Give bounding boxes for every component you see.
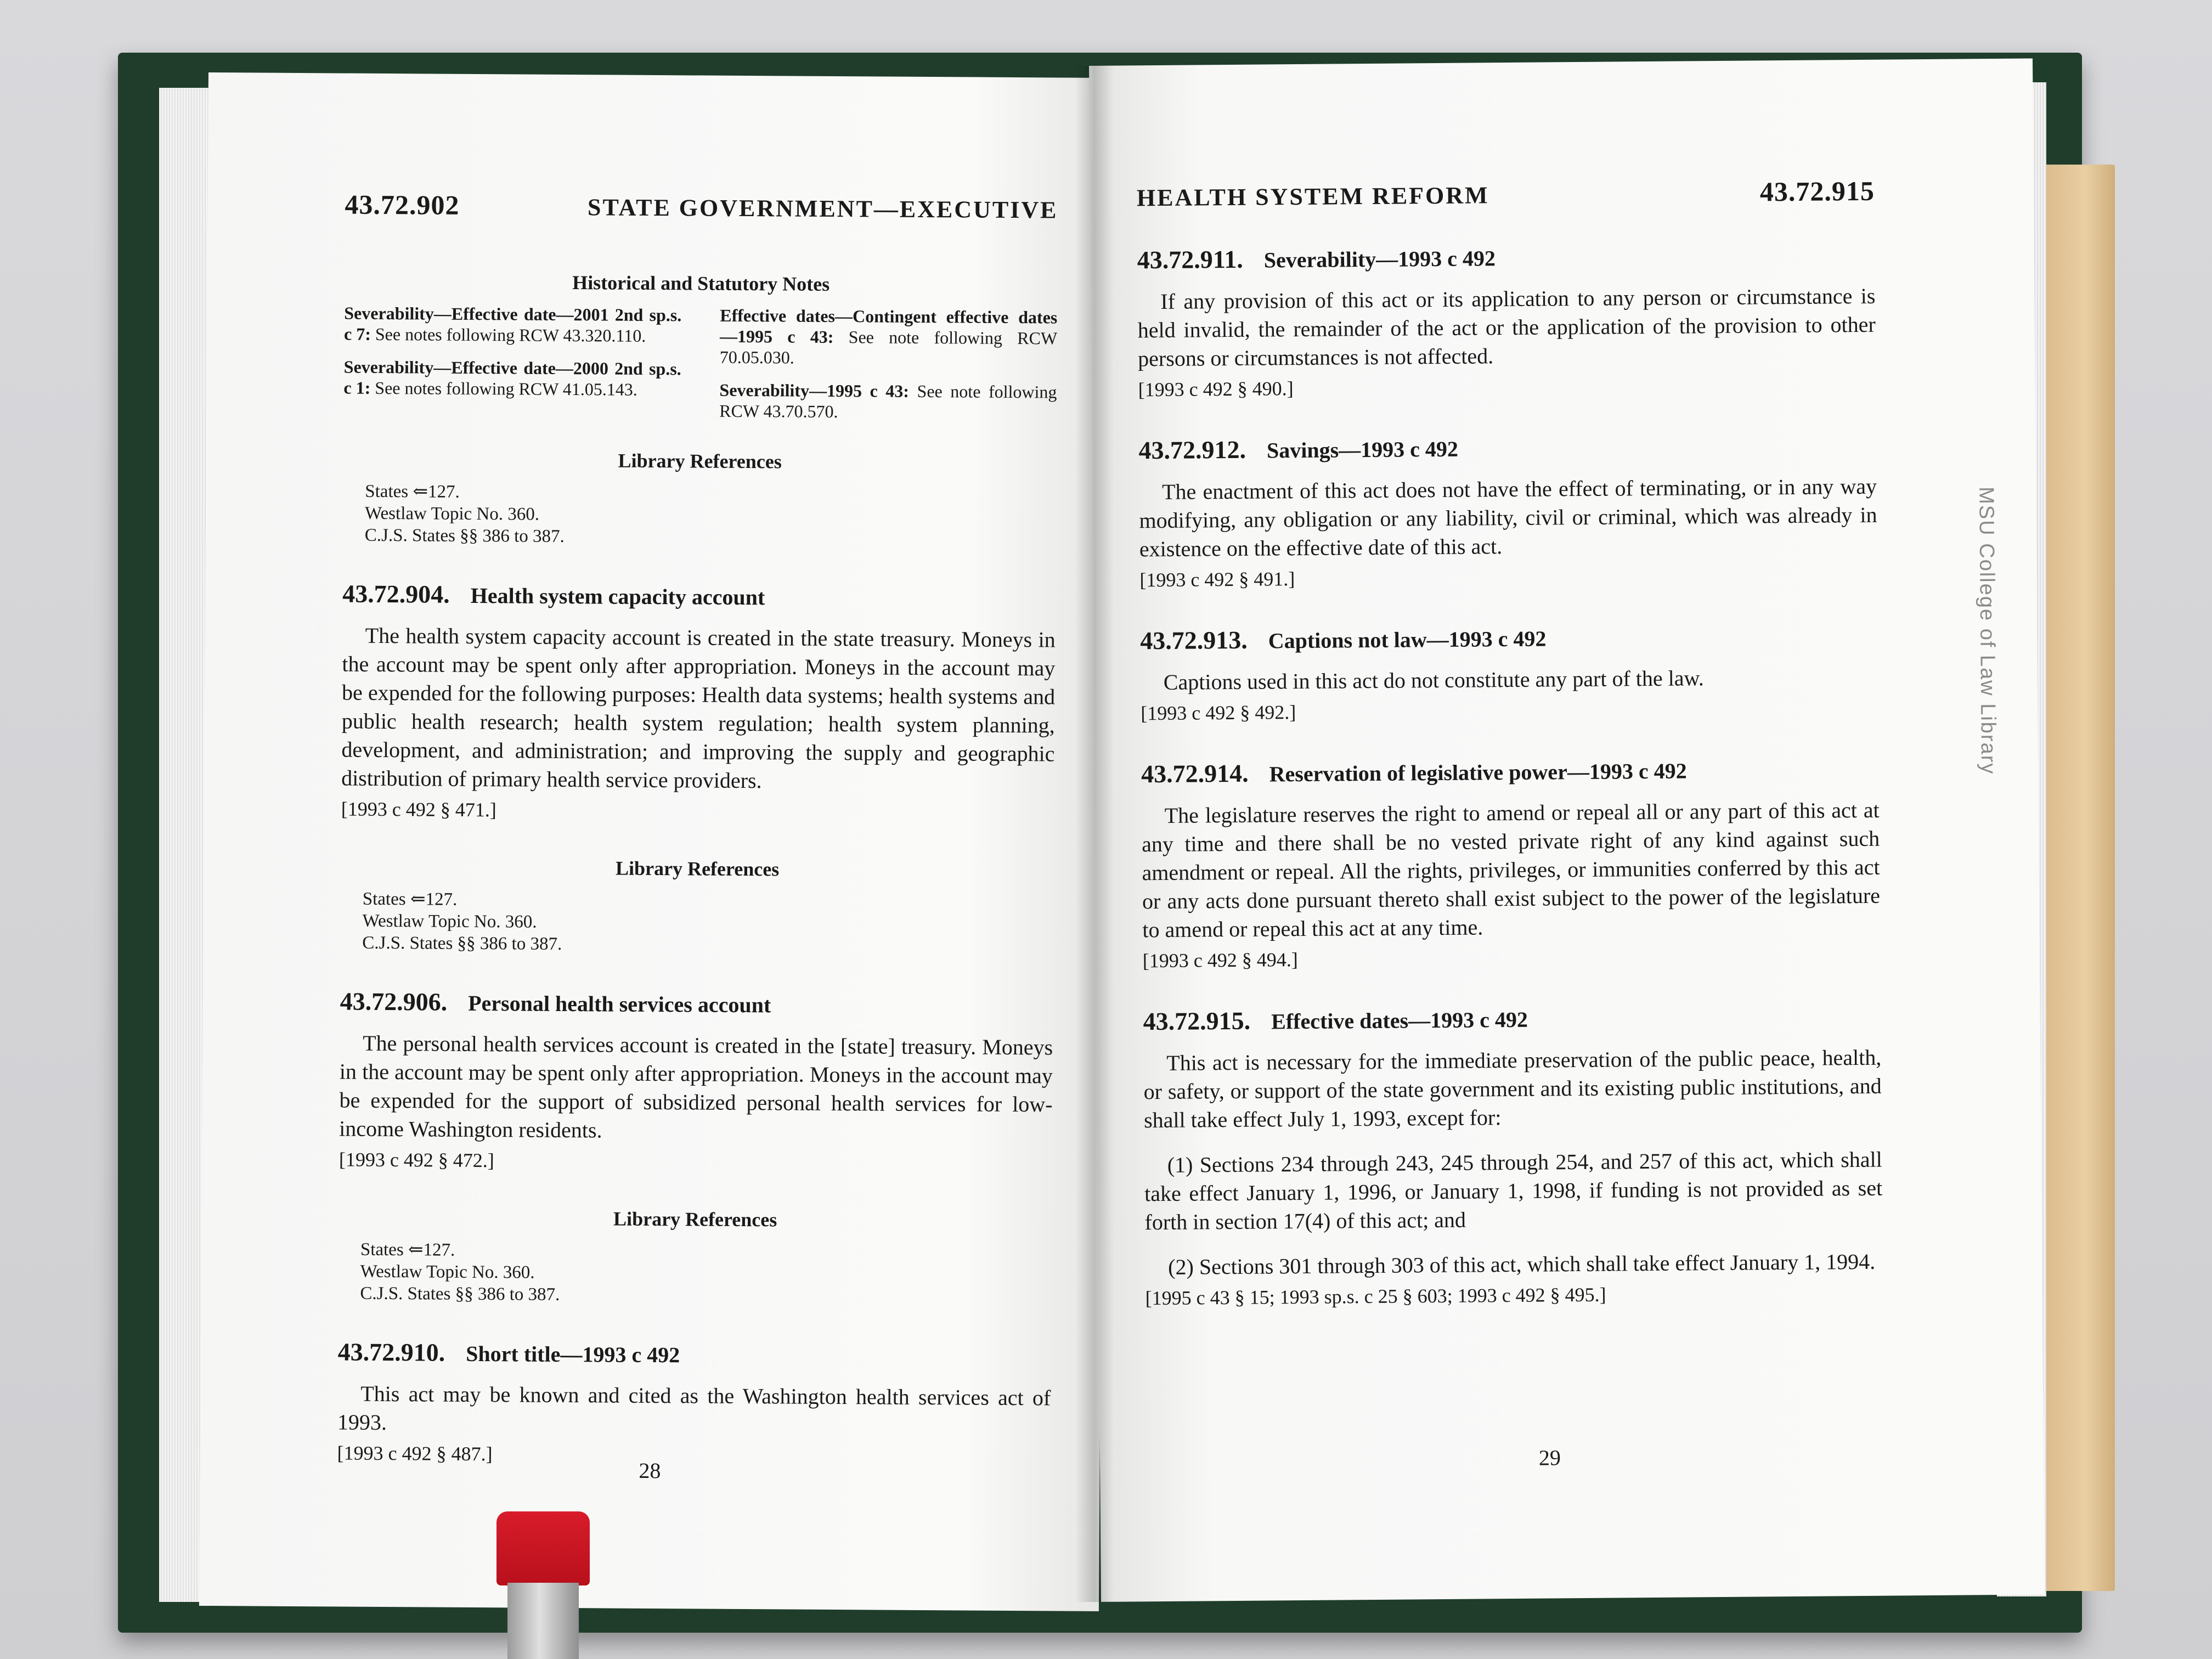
- note-item: [343, 357, 681, 400]
- library-stamp-text: MSU College of Law Library: [1974, 487, 2000, 775]
- section-heading-915: [1143, 1001, 1881, 1036]
- right-running-head-title: HEALTH SYSTEM REFORM: [1136, 182, 1489, 212]
- section-heading-904: [342, 579, 1056, 613]
- note-text: See notes following RCW 41.05.143.: [375, 377, 637, 399]
- section-title: Short title—1993 c 492: [466, 1341, 680, 1368]
- section-title: Captions not law—1993 c 492: [1268, 626, 1547, 653]
- notes-column-2: [719, 305, 1057, 436]
- note-item: [344, 303, 681, 347]
- library-references: [362, 888, 1054, 958]
- section-citation-913: [1993 c 492 § 492.]: [1141, 701, 1296, 725]
- library-ref-line: C.J.S. States §§ 386 to 387.: [360, 1283, 560, 1305]
- page-number-right: 29: [1538, 1445, 1561, 1470]
- section-heading-913: [1140, 620, 1878, 656]
- left-running-head-title: STATE GOVERNMENT—EXECUTIVE: [587, 194, 1058, 224]
- right-running-head: [1137, 175, 1875, 213]
- left-page: [199, 72, 1108, 1611]
- section-body-911: If any provision of this act or its application to any person or circumstance is held invalid, the remainder of the act or the application of the provision to other persons or circumstances is not affected.: [1137, 283, 1876, 371]
- library-references: [365, 481, 1057, 551]
- section-body-904: The health system capacity account is created in the state treasury. Moneys in the account may be spent only after appropriation. Moneys in the account may be expended for the following purposes: Health data systems; health systems and public health research; health system regulation; health system planning, development, and administration; and improving the supply and geographic distribution of primary health service providers.: [341, 623, 1056, 793]
- note-item: [720, 305, 1058, 370]
- note-lead: Effective dates—Contingent effective dates—1995 c 43:: [719, 305, 1058, 347]
- section-number: 43.72.911.: [1137, 245, 1243, 274]
- book-clip: [496, 1511, 590, 1659]
- clip-metal-body: [507, 1583, 579, 1659]
- note-lead: Severability—Effective date—2001 2nd sp.s. c 7:: [343, 303, 682, 344]
- library-ref-line: States ⇐127.: [365, 481, 460, 502]
- section-heading-910: [338, 1337, 1051, 1370]
- library-references-heading: Library References: [613, 1207, 777, 1231]
- section-citation-906: [1993 c 492 § 472.]: [338, 1148, 494, 1172]
- section-number: 43.72.913.: [1140, 625, 1248, 655]
- book-page-edge: [2041, 165, 2115, 1591]
- section-title: Health system capacity account: [470, 583, 765, 610]
- section-body-906: The personal health services account is created in the [state] treasury. Moneys in the account may be spent only after appropriation. Moneys in the account may be expended for the support of subsidized personal health services for low-income Washington residents.: [339, 1030, 1053, 1143]
- right-page-content: [1137, 175, 1883, 1312]
- library-ref-line: Westlaw Topic No. 360.: [364, 503, 540, 524]
- library-references-heading: Library References: [615, 857, 780, 881]
- left-running-head: [345, 189, 1058, 225]
- page-number-left: 28: [639, 1458, 661, 1483]
- section-citation-914: [1993 c 492 § 494.]: [1142, 949, 1298, 972]
- section-citation-904: [1993 c 492 § 471.]: [341, 798, 496, 821]
- historical-notes: [343, 303, 1057, 436]
- library-ref-line: States ⇐127.: [362, 889, 458, 910]
- clip-red-tip: [496, 1511, 590, 1585]
- note-text: See note following RCW 70.05.030.: [719, 327, 1058, 368]
- section-number: 43.72.910.: [337, 1338, 445, 1367]
- section-heading-914: [1141, 754, 1879, 789]
- section-title: Reservation of legislative power—1993 c 492: [1269, 758, 1687, 787]
- section-citation-912: [1993 c 492 § 491.]: [1139, 568, 1295, 591]
- section-number: 43.72.915.: [1143, 1006, 1251, 1036]
- section-title: Savings—1993 c 492: [1266, 436, 1459, 463]
- section-body-913: Captions used in this act do not constitute any part of the law.: [1163, 665, 1704, 695]
- section-number: 43.72.912.: [1138, 435, 1246, 465]
- left-running-head-number: 43.72.902: [345, 189, 460, 221]
- library-ref-line: States ⇐127.: [360, 1239, 455, 1260]
- library-ref-line: C.J.S. States §§ 386 to 387.: [364, 525, 565, 546]
- section-body-912: The enactment of this act does not have the effect of terminating, or in any way modifying, any obligation or any liability, civil or criminal, which was already in existence on the effective date of this act.: [1139, 473, 1877, 562]
- section-citation-915: [1995 c 43 § 15; 1993 sp.s. c 25 § 603; 1993 c 492 § 495.]: [1145, 1283, 1606, 1310]
- section-heading-911: [1137, 240, 1875, 275]
- note-lead: Severability—1995 c 43:: [719, 380, 910, 401]
- left-page-content: [337, 189, 1058, 1471]
- section-number: 43.72.904.: [342, 579, 450, 608]
- section-item-2: (2) Sections 301 through 303 of this act, which shall take effect January 1, 1994.: [1168, 1249, 1876, 1279]
- section-title: Effective dates—1993 c 492: [1271, 1007, 1528, 1034]
- library-references: [360, 1239, 1052, 1309]
- section-number: 43.72.914.: [1141, 759, 1249, 788]
- section-body-914: The legislature reserves the right to amend or repeal all or any part of this act at any time and there shall be no vested private right of any kind against such amendment or repeal. All the rights, privileges, or immunities conferred by this act or any acts done pursuant thereto shall exist subject to the power of the legislature to amend or repeal this act at any time.: [1141, 797, 1881, 943]
- section-heading-906: [340, 986, 1053, 1020]
- section-title: Severability—1993 c 492: [1263, 246, 1496, 273]
- note-item: [719, 380, 1057, 424]
- section-item-1: (1) Sections 234 through 243, 245 through 254, and 257 of this act, which shall take effect January 1, 1996, or January 1, 1998, if funding is not provided as set forth in section 17(4) of this act; and: [1144, 1147, 1883, 1235]
- section-body-910: This act may be known and cited as the Washington health services act of 1993.: [337, 1381, 1051, 1435]
- note-text: See notes following RCW 43.320.110.: [375, 324, 646, 346]
- library-ref-line: C.J.S. States §§ 386 to 387.: [362, 933, 562, 954]
- historical-notes-heading: Historical and Statutory Notes: [572, 272, 830, 295]
- book-gutter: [1075, 66, 1114, 1602]
- section-citation-910: [1993 c 492 § 487.]: [337, 1442, 493, 1465]
- notes-column-1: [343, 303, 681, 433]
- section-title: Personal health services account: [468, 990, 771, 1018]
- section-body-915: This act is necessary for the immediate preservation of the public peace, health, or safety, or support of the state government and its existing public institutions, and shall take effect July 1, 1993, except for:: [1143, 1045, 1882, 1133]
- section-citation-911: [1993 c 492 § 490.]: [1138, 377, 1294, 401]
- library-ref-line: Westlaw Topic No. 360.: [362, 911, 537, 932]
- right-page: [1089, 58, 2045, 1601]
- section-number: 43.72.906.: [340, 987, 448, 1016]
- right-running-head-number: 43.72.915: [1759, 175, 1875, 207]
- library-references-heading: Library References: [618, 449, 782, 473]
- note-text: See note following RCW 43.70.570.: [719, 381, 1057, 422]
- note-lead: Severability—Effective date—2000 2nd sp.s. c 1:: [343, 357, 681, 398]
- library-ref-line: Westlaw Topic No. 360.: [360, 1261, 535, 1283]
- library-stamp: [1969, 487, 2006, 1035]
- section-heading-912: [1138, 430, 1876, 465]
